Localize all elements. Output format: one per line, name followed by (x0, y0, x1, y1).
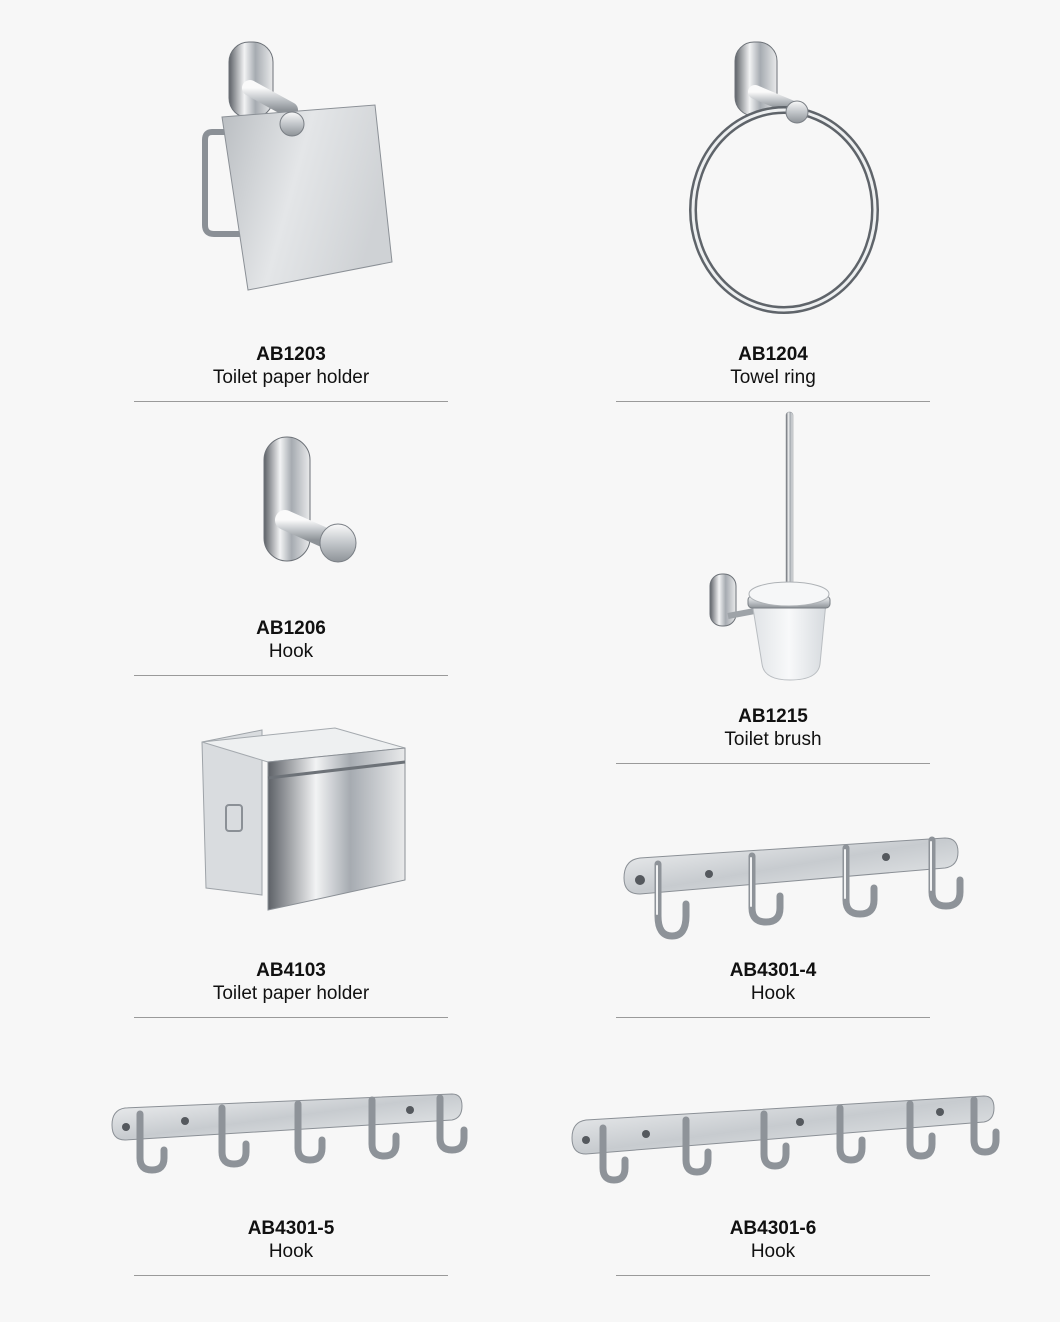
product-name: Hook (750, 1241, 796, 1262)
product-code: AB1203 (256, 344, 326, 365)
product-code: AB1204 (738, 344, 808, 365)
product-name: Hook (268, 1241, 314, 1262)
product-name: Toilet paper holder (212, 367, 370, 388)
product-code: AB4301-4 (729, 960, 817, 981)
product-code: AB1215 (738, 706, 808, 727)
divider (616, 1275, 930, 1276)
product-name: Hook (750, 983, 796, 1004)
product-name: Towel ring (730, 367, 816, 388)
product-caption (616, 1217, 930, 1263)
product-code: AB4301-5 (247, 1218, 335, 1239)
product-code: AB4103 (256, 960, 326, 981)
product-name: Toilet brush (724, 729, 822, 750)
product-code: AB4301-6 (729, 1218, 817, 1239)
product-name: Hook (268, 641, 314, 662)
product-code: AB1206 (256, 618, 326, 639)
product-name: Toilet paper holder (212, 983, 370, 1004)
